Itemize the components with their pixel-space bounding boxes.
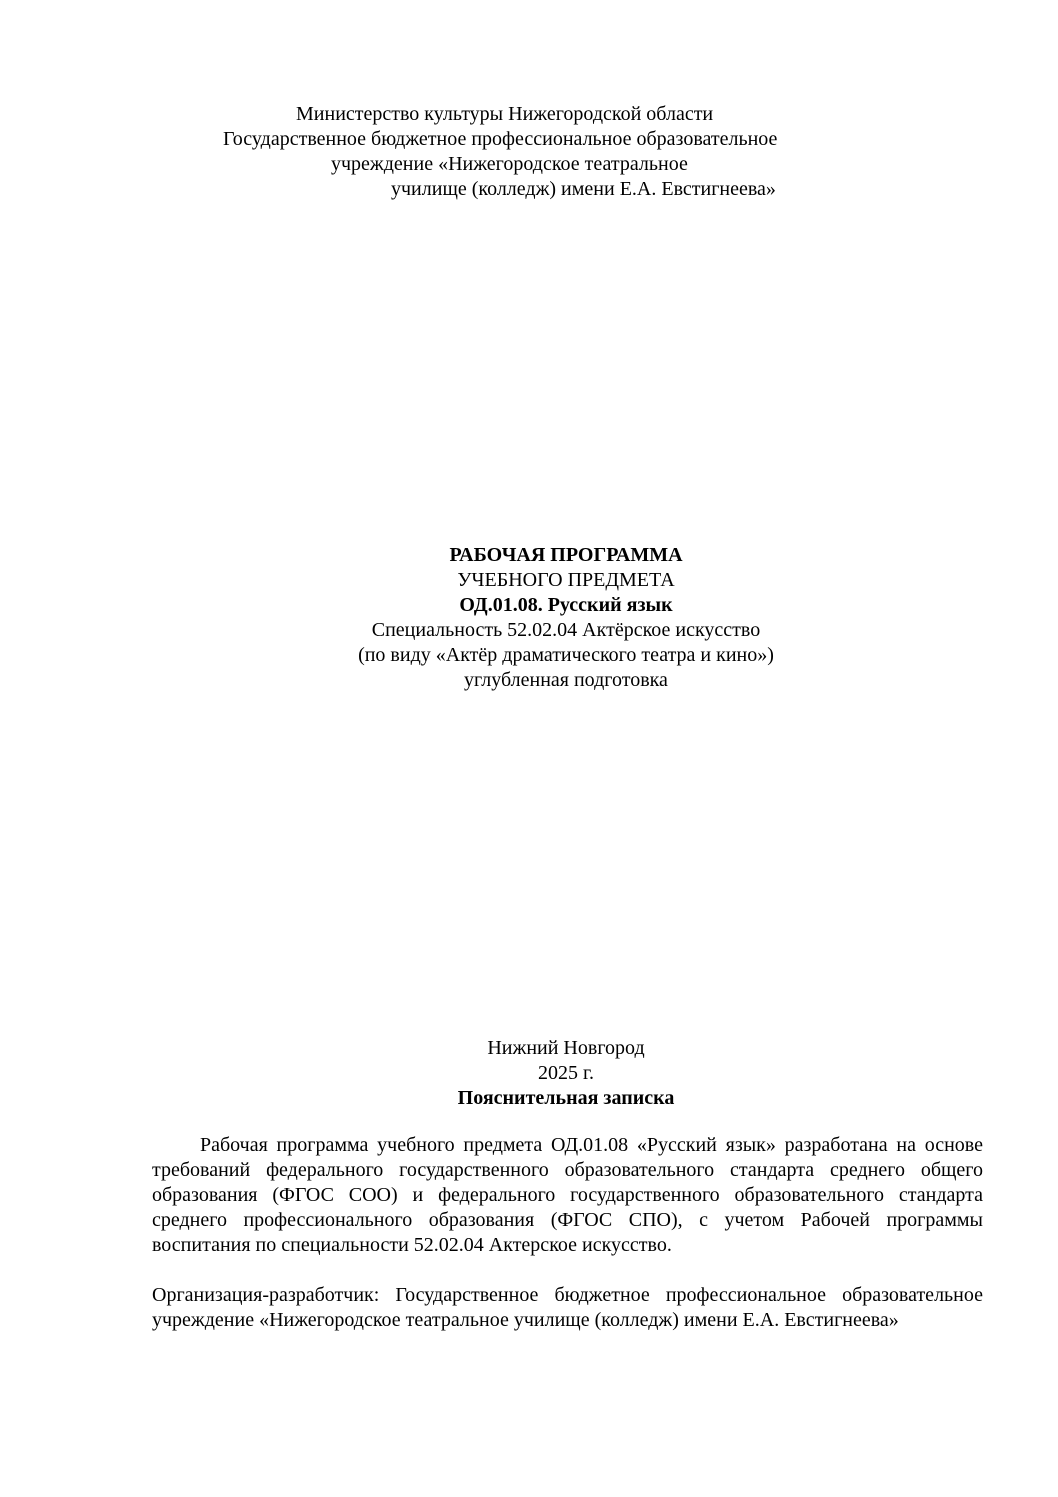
ministry-line: Министерство культуры Нижегородской области [296, 103, 714, 125]
institution-line-1: Государственное бюджетное профессиональное образовательное [223, 128, 778, 150]
body-paragraph-1: Рабочая программа учебного предмета ОД.01.08 «Русский язык» разработана на основе требований федерального государственного образовательного стандарта среднего общего образования (ФГОС СОО) и федерального государственного образовательного стандарта среднего профессионального образования (ФГОС СПО), с учетом Рабочей программы воспитания по специальности 52.02.04 Актерское искусство. [152, 1134, 983, 1256]
institution-line-2: учреждение «Нижегородское театральное [331, 153, 688, 175]
developer-paragraph: Организация-разработчик: Государственное бюджетное профессиональное образовательное учреждение «Нижегородское театральное училище (колледж) имени Е.А. Евстигнеева» [152, 1284, 983, 1331]
program-subtitle: УЧЕБНОГО ПРЕДМЕТА [457, 569, 675, 591]
training-level-line: углубленная подготовка [464, 669, 668, 691]
city-line: Нижний Новгород [487, 1037, 645, 1059]
year-line: 2025 г. [538, 1062, 594, 1084]
institution-line-3: училище (колледж) имени Е.А. Евстигнеева» [391, 178, 776, 200]
subject-code: ОД.01.08. Русский язык [459, 594, 673, 616]
note-heading: Пояснительная записка [457, 1087, 675, 1109]
program-title: РАБОЧАЯ ПРОГРАММА [449, 544, 683, 566]
specialty-line: Специальность 52.02.04 Актёрское искусство [371, 619, 761, 641]
specialty-kind-line: (по виду «Актёр драматического театра и кино») [358, 644, 774, 666]
